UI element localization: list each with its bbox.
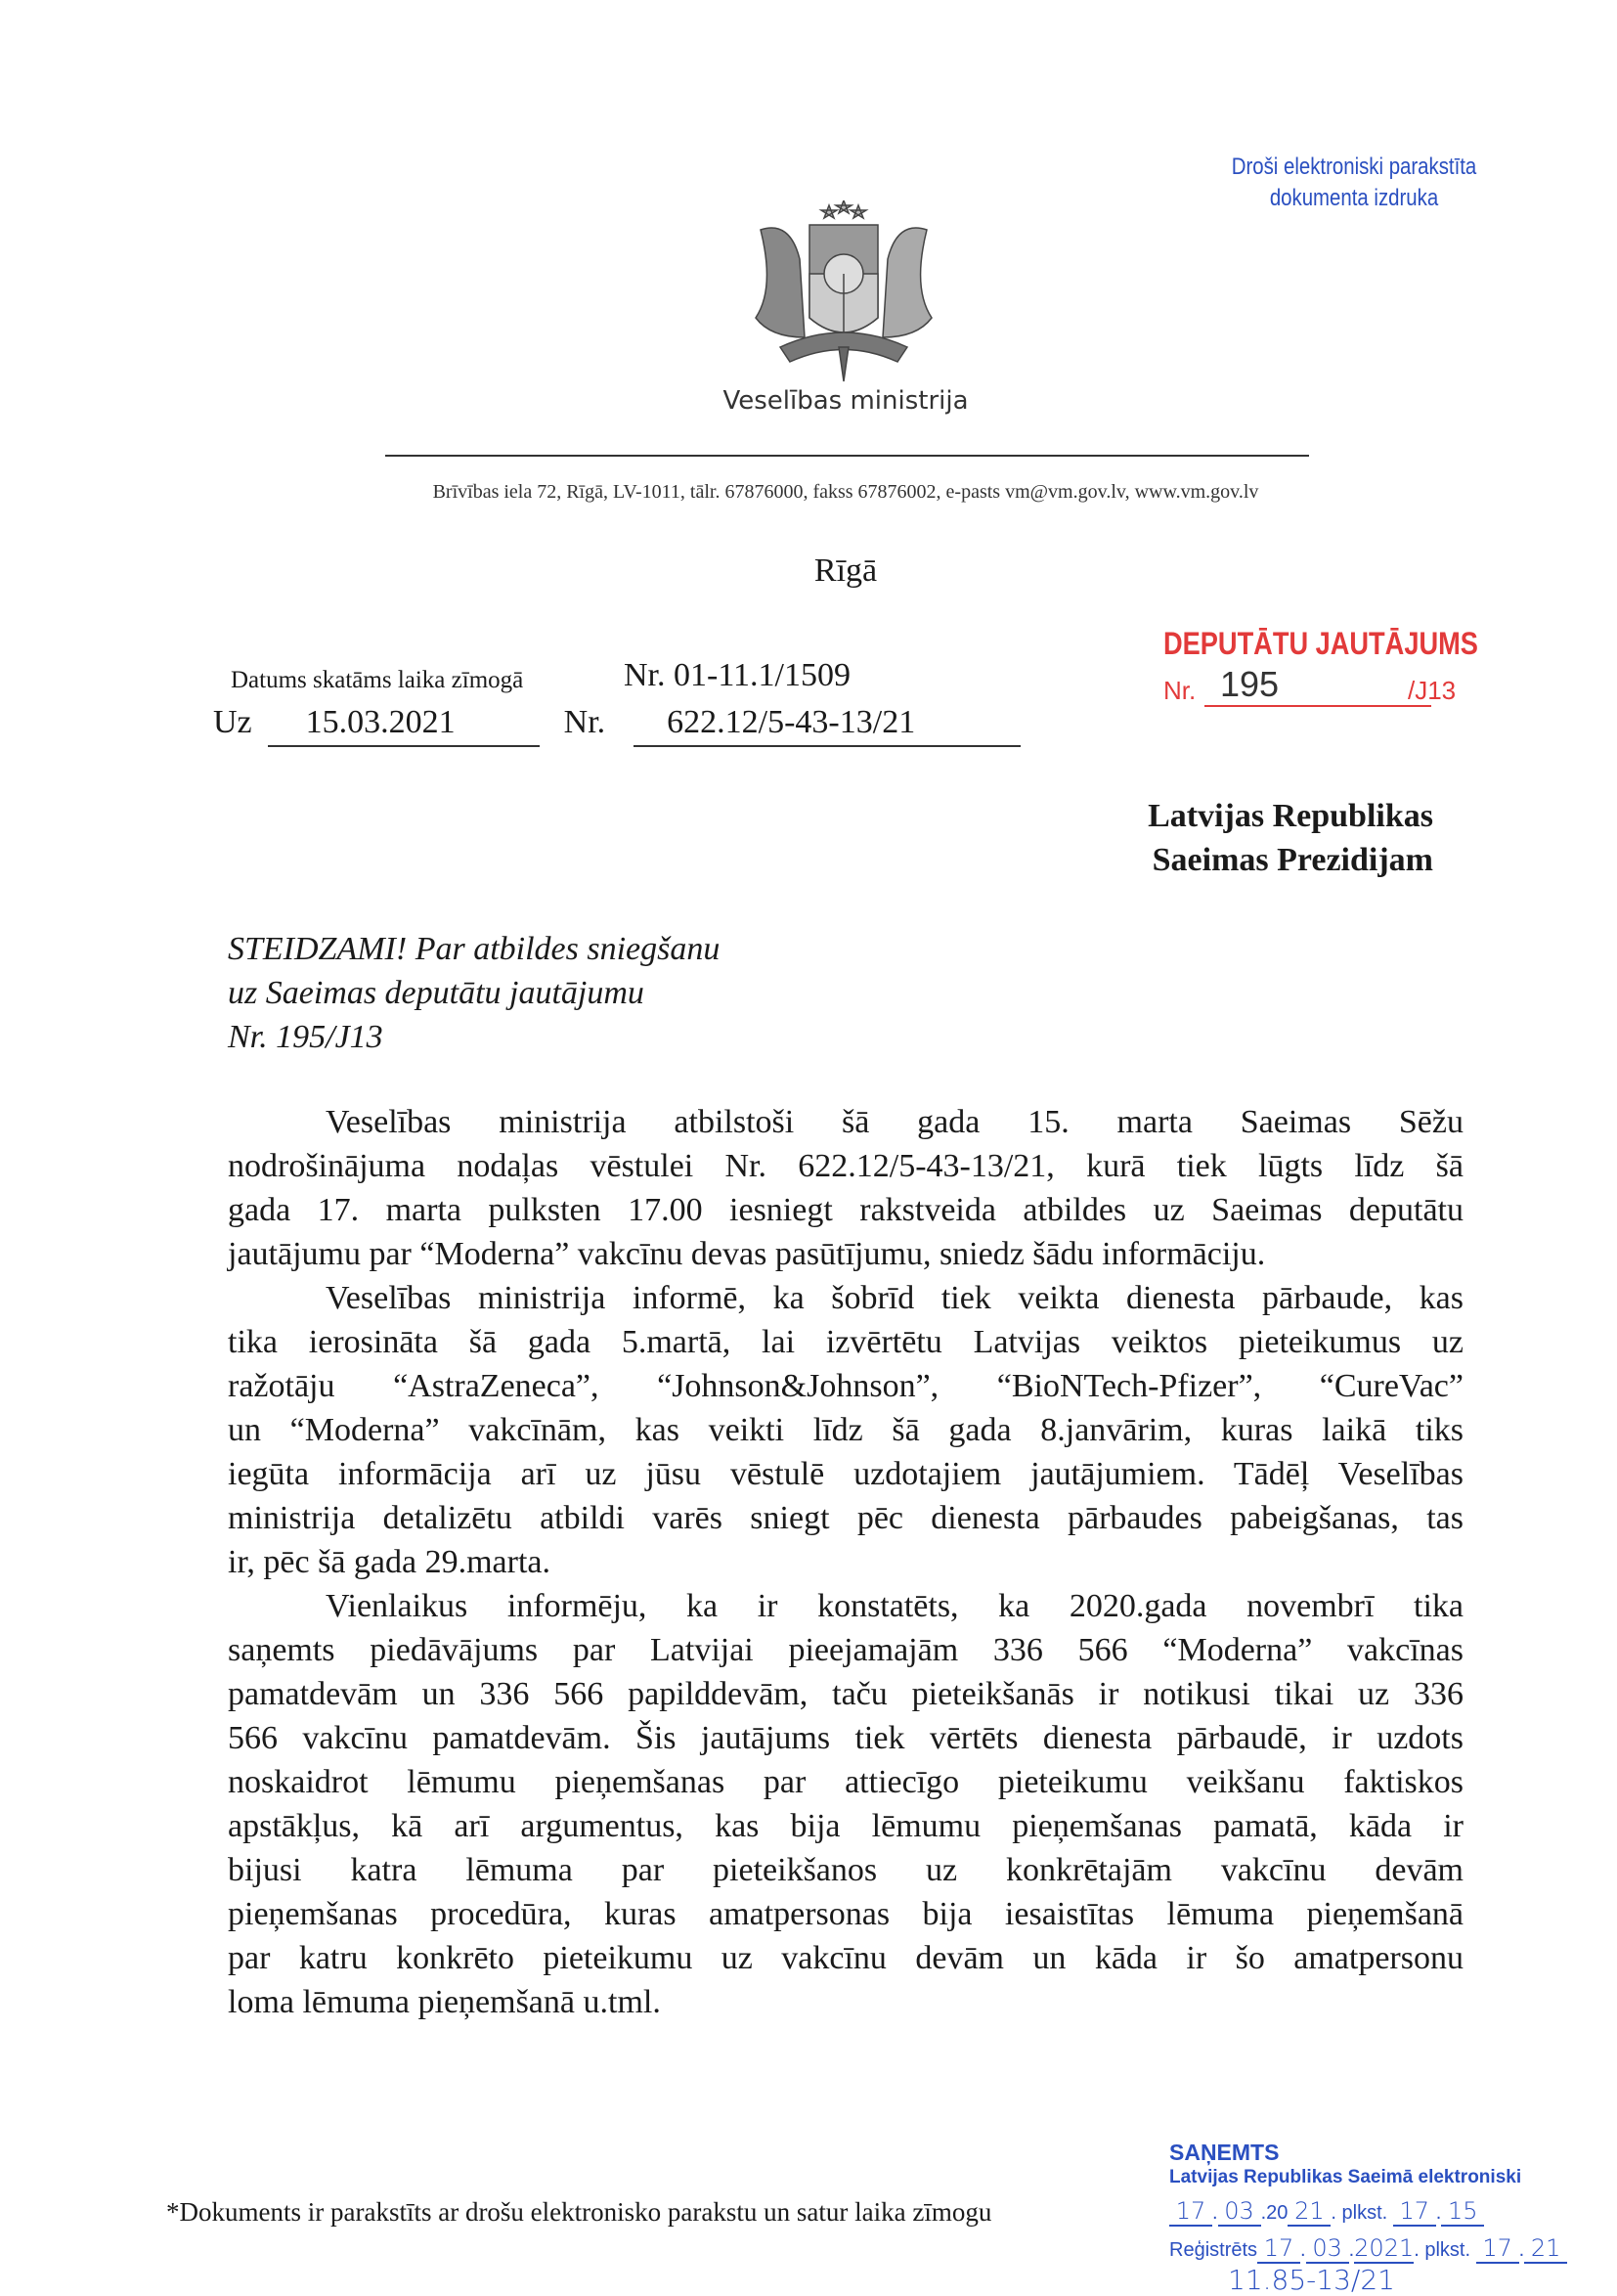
received-month: 03: [1218, 2197, 1261, 2227]
signature-stamp: [1225, 152, 1483, 214]
signature-stamp-line: dokumenta izdruka: [1269, 185, 1439, 211]
registered-row: Reģistrēts 17 . 03 .2021. plkst. 17 . 21: [1169, 2234, 1609, 2264]
received-stamp: [1169, 2140, 1609, 2296]
deputy-stamp-line: [1204, 705, 1431, 707]
paragraph-line: bijusi katra lēmuma par pieteikšanos uz konkrētajām vakcīnu devām: [228, 1852, 1464, 1888]
coat-of-arms-icon: [731, 200, 956, 386]
paragraph-line: gada 17. marta pulksten 17.00 iesniegt rakstveida atbildes uz Saeimas deputātu: [228, 1192, 1464, 1228]
letterhead-divider: [385, 455, 1309, 457]
paragraph-line: Vienlaikus informēju, ka ir konstatēts, ka 2020.gada novembrī tika: [326, 1588, 1464, 1624]
letter-body: [228, 1100, 1464, 2024]
paragraph-line: apstākļus, kā arī argumentus, kas bija lēmumu pieņemšanas pamatā, kāda ir: [228, 1808, 1464, 1844]
paragraph-line: Veselības ministrija informē, ka šobrīd tiek veikta dienesta pārbaude, kas: [326, 1280, 1464, 1316]
paragraph-line: pamatdevām un 336 566 papilddevām, taču pieteikšanās ir notikusi tikai uz 336: [228, 1676, 1464, 1712]
signature-stamp-line: Droši elektroniski parakstīta: [1231, 154, 1477, 180]
paragraph-line: ministrija detalizētu atbildi varēs sniegt pēc dienesta pārbaudes pabeigšanas, tas: [228, 1500, 1464, 1536]
received-stamp-title: SAŅEMTS: [1169, 2140, 1280, 2165]
deputy-stamp-nr-label: Nr.: [1163, 676, 1197, 705]
place: Rīgā: [813, 552, 878, 589]
number-underline: [634, 745, 1021, 747]
registered-label: Reģistrēts: [1169, 2239, 1258, 2261]
subject: [228, 927, 720, 1059]
ministry-address: Brīvības iela 72, Rīgā, LV-1011, tālr. 67876000, fakss 67876002, e-pasts vm@vm.gov.lv, www.vm.gov.lv: [432, 481, 1259, 503]
registered-min: 21: [1524, 2234, 1567, 2264]
deputy-stamp-title: DEPUTĀTU JAUTĀJUMS: [1163, 626, 1478, 661]
deputy-stamp-number: 195: [1220, 664, 1280, 704]
received-hour: 17: [1393, 2197, 1436, 2227]
registered-day: 17: [1257, 2234, 1300, 2264]
addressee: [978, 794, 1433, 882]
received-min: 15: [1441, 2197, 1484, 2227]
ministry-name: Veselības ministrija: [722, 386, 969, 416]
received-plkst: plkst.: [1341, 2202, 1388, 2224]
paragraph-line: loma lēmuma pieņemšanā u.tml.: [228, 1984, 661, 2020]
paragraph-line: Veselības ministrija atbilstoši šā gada 15. marta Saeimas Sēžu: [326, 1104, 1464, 1140]
date-underline: [268, 745, 540, 747]
received-stamp-subtitle: Latvijas Republikas Saeimā elektroniski: [1169, 2167, 1522, 2187]
received-year: 21: [1288, 2197, 1331, 2227]
paragraph-line: pieņemšanas procedūra, kuras amatpersonas bija iesaistītas lēmuma pieņemšanā: [228, 1896, 1464, 1932]
deputy-question-stamp: [1163, 626, 1534, 715]
paragraph-line: ražotāju “AstraZeneca”, “Johnson&Johnson”, “BioNTech-Pfizer”, “CureVac”: [228, 1368, 1464, 1404]
addressee-line: Saeimas Prezidijam: [1152, 842, 1433, 878]
paragraph-line: tika ierosināta šā gada 5.martā, lai izvērtētu Latvijas veiktos pieteikumus uz: [228, 1324, 1464, 1360]
paragraph-line: jautājumu par “Moderna” vakcīnu devas pasūtījumu, sniedz šādu informāciju.: [228, 1236, 1266, 1272]
outgoing-number: Nr. 01-11.1/1509: [624, 657, 852, 693]
paragraph-line: saņemts piedāvājums par Latvijai pieejamajām 336 566 “Moderna” vakcīnas: [228, 1632, 1464, 1668]
paragraph-line: nodrošinājuma nodaļas vēstulei Nr. 622.12/5-43-13/21, kurā tiek lūgts līdz šā: [228, 1148, 1464, 1184]
reference-line: [213, 704, 915, 741]
addressee-line: Latvijas Republikas: [1148, 798, 1433, 834]
paragraph-line: ir, pēc šā gada 29.marta.: [228, 1544, 550, 1580]
paragraph-line: un “Moderna” vakcīnām, kas veikti līdz šā gada 8.janvārim, kuras laikā tiks: [228, 1412, 1464, 1448]
registered-plkst: plkst.: [1424, 2239, 1471, 2261]
received-day: 17: [1169, 2197, 1212, 2227]
paragraph-line: iegūta informācija arī uz jūsu vēstulē uzdotajiem jautājumiem. Tādēļ Veselības: [228, 1456, 1464, 1492]
uz-label: Uz: [213, 704, 252, 740]
deputy-stamp-suffix: /J13: [1408, 676, 1457, 705]
subject-line: STEIDZAMI! Par atbildes sniegšanu: [228, 931, 721, 967]
subject-line: uz Saeimas deputātu jautājumu: [228, 975, 644, 1011]
paragraph-line: noskaidrot lēmumu pieņemšanas par attiecīgo pieteikumu veikšanu faktiskos: [228, 1764, 1464, 1800]
paragraph-line: 566 vakcīnu pamatdevām. Šis jautājums tiek vērtēts dienesta pārbaudē, ir uzdots: [228, 1720, 1464, 1756]
registered-month: 03: [1306, 2234, 1349, 2264]
reference-date: 15.03.2021: [305, 704, 456, 740]
date-note: Datums skatāms laika zīmogā: [231, 667, 524, 693]
subject-line: Nr. 195/J13: [228, 1019, 383, 1055]
reference-number: 622.12/5-43-13/21: [667, 704, 916, 740]
registered-year: 2021: [1354, 2234, 1415, 2262]
registered-hour: 17: [1476, 2234, 1519, 2264]
paragraph-line: par katru konkrēto pieteikumu uz vakcīnu devām un kāda ir šo amatpersonu: [228, 1940, 1464, 1976]
footer-note: *Dokuments ir parakstīts ar drošu elektronisko parakstu un satur laika zīmogu: [166, 2197, 992, 2227]
received-year-prefix: 20: [1266, 2202, 1289, 2224]
nr-label: Nr.: [563, 704, 606, 740]
received-stamp-date-row: 17 . 03 .20 21 . plkst. 17 . 15: [1169, 2197, 1609, 2227]
registration-ref: 11.85-13/21: [1228, 2264, 1395, 2296]
